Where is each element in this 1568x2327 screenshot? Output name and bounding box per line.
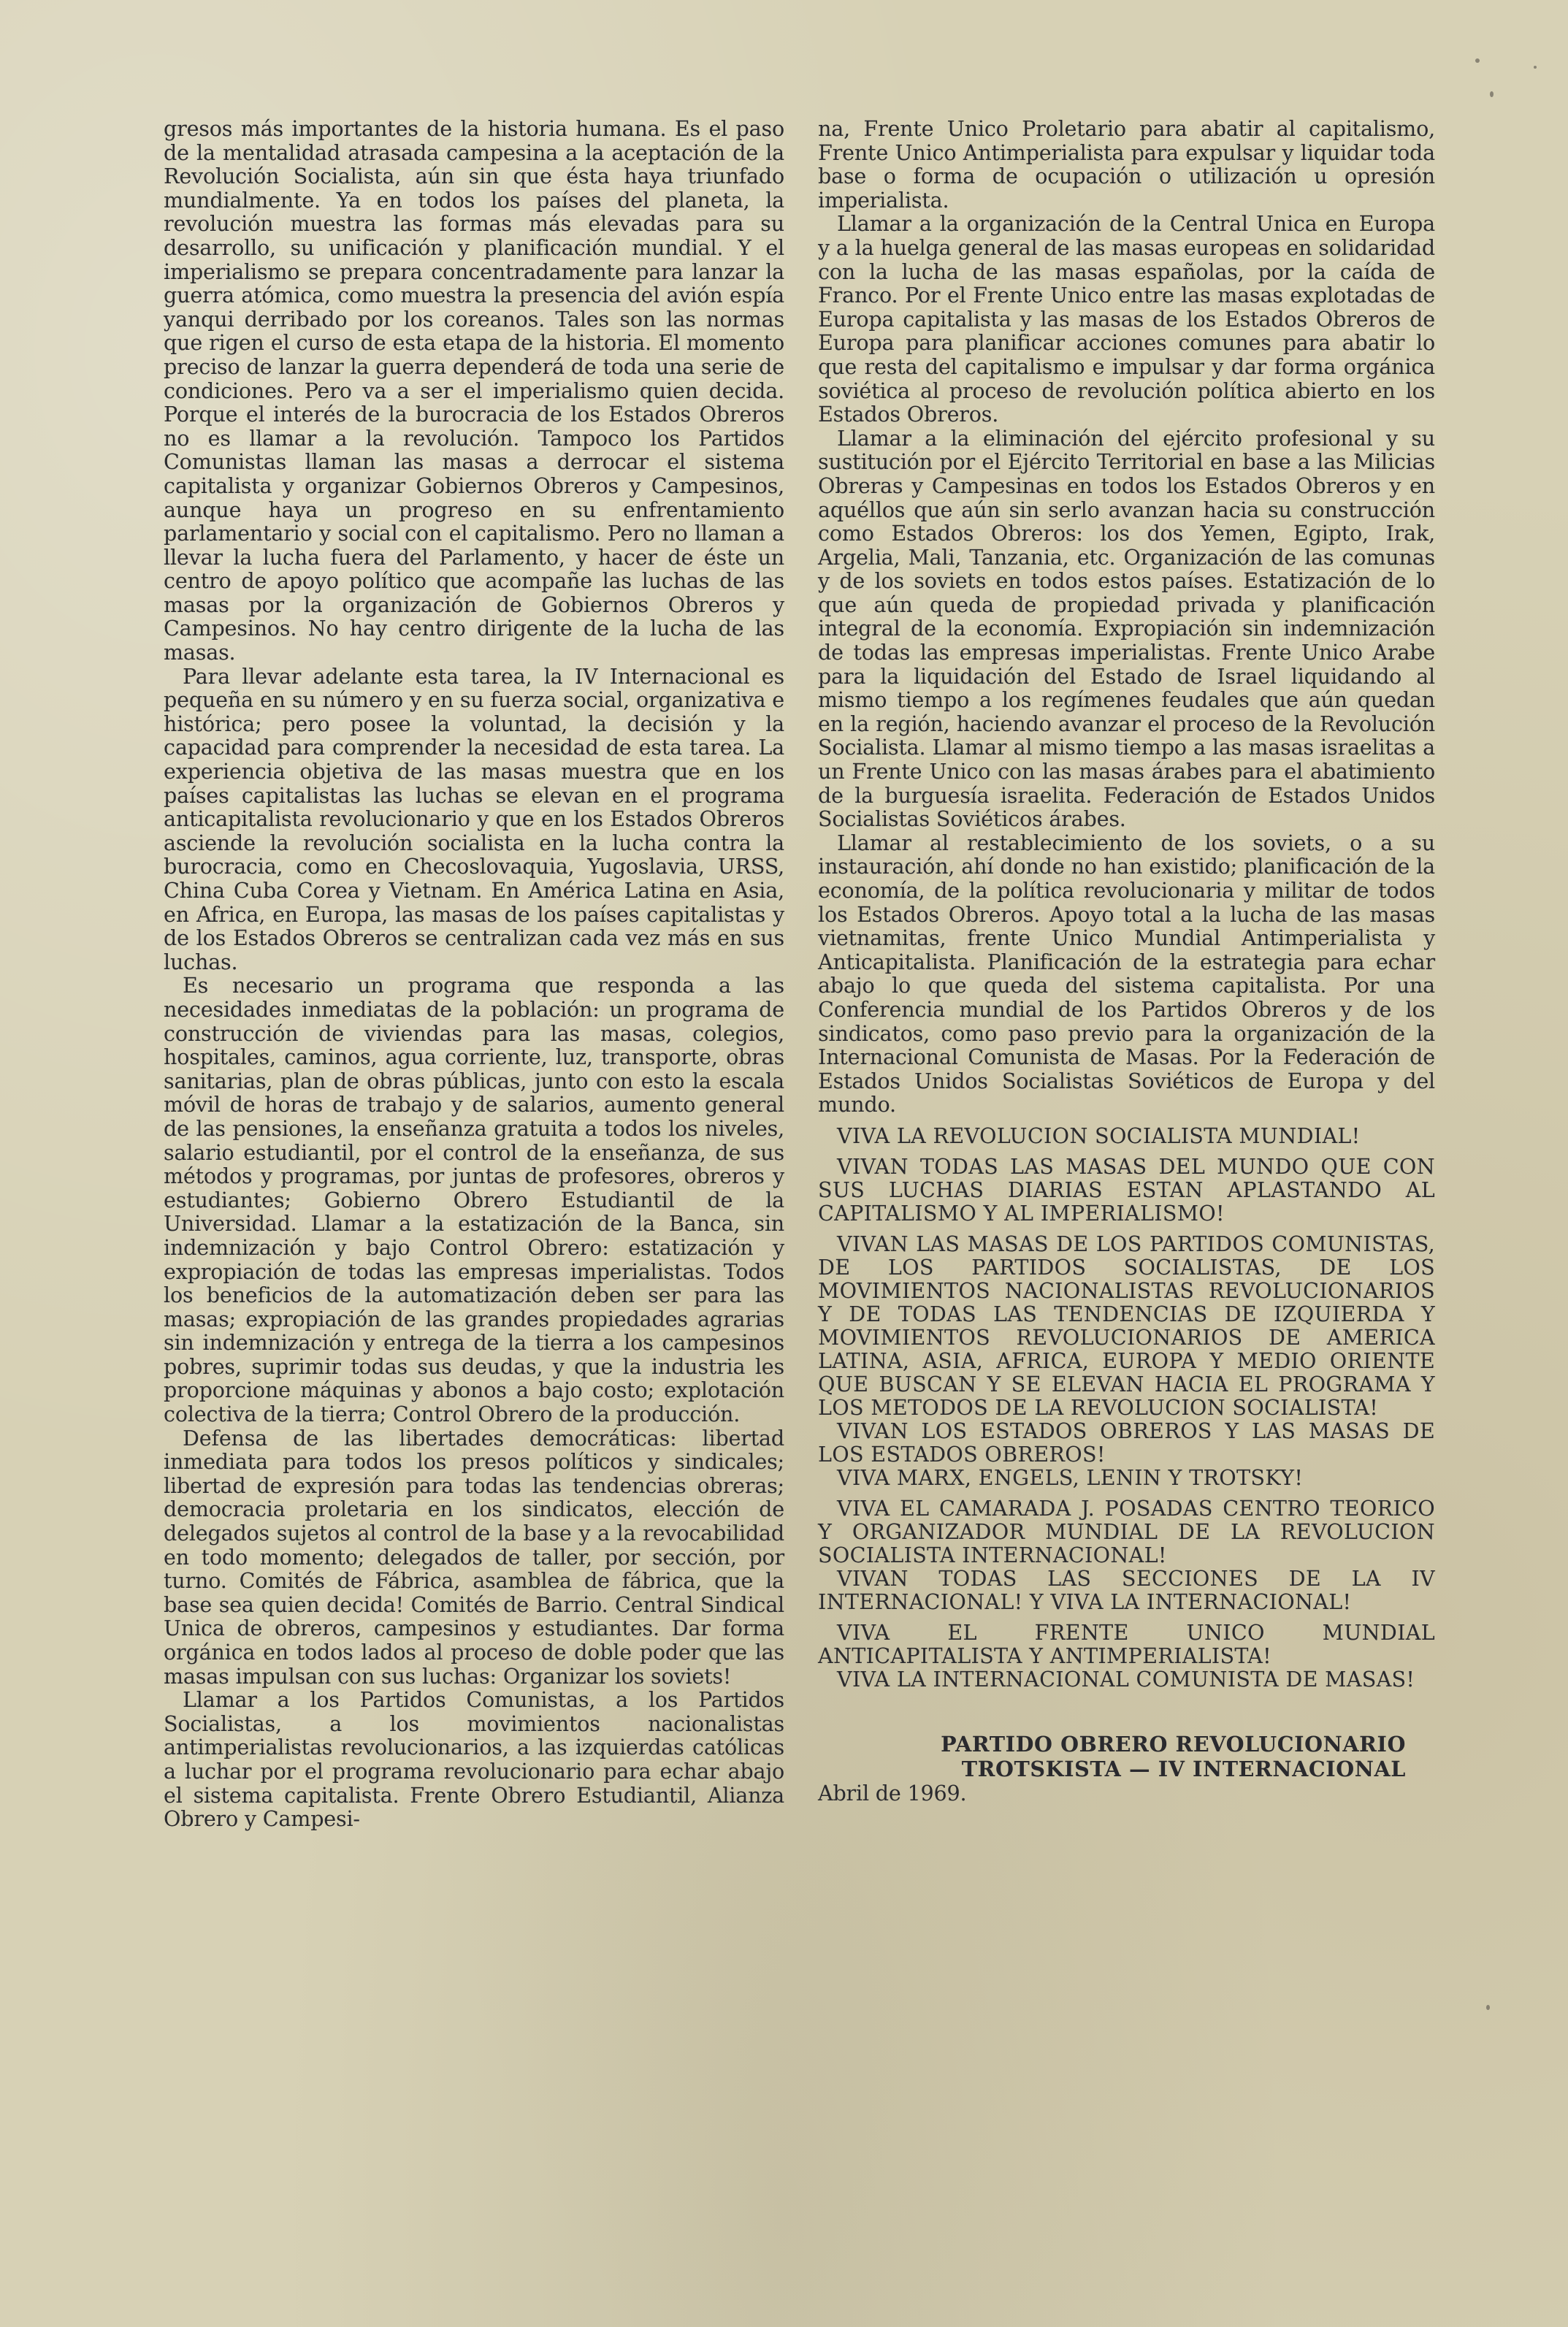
paragraph: na, Frente Unico Proletario para abatir al capitalismo, Frente Unico Antimperialista para expulsar y liquidar toda base o forma de ocupación o utilización u opresión imperialista. — [818, 116, 1435, 213]
slogans-block — [818, 1124, 1435, 1691]
signature-line: TROTSKISTA — IV INTERNACIONAL — [961, 1756, 1406, 1781]
paper-speck — [1534, 66, 1537, 69]
paragraph: Es necesario un programa que responda a las necesidades inmediatas de la población: un programa de construcción de viviendas para las masas, colegios, hospitales, caminos, agua corriente, luz, transporte, obras sanitarias, plan de obras públicas, junto con esto la escala móvil de horas de trabajo y de salarios, aumento general de las pensiones, la enseñanza gratuita a todos los niveles, salario estudiantil, por el control de la enseñanza, de sus métodos y programas, por juntas de profesores, obreros y estudiantes; Gobierno Obrero Estudiantil de la Universidad. Llamar a la estatización de la Banca, sin indemnización y bajo Control Obrero: estatización y expropiación de todas las empresas imperialistas. Todos los beneficios de la automatización deben ser para las masas; expropiación de las grandes propiedades agrarias sin indemnización y entrega de la tierra a los campesinos pobres, suprimir todas sus deudas, y que la industria les proporcione máquinas y abonos a bajo costo; explotación colectiva de la tierra; Control Obrero de la producción. — [164, 973, 784, 1427]
paragraph: Llamar a la eliminación del ejército profesional y su sustitución por el Ejército Territorial en base a las Milicias Obreras y Campesinas en todos los Estados Obreros y en aquéllos que aún sin serlo avanzan hacia su construcción como Estados Obreros: los dos Yemen, Egipto, Irak, Argelia, Mali, Tanzania, etc. Organización de las comunas y de los soviets en todos estos países. Estatización de lo que aún queda de propiedad privada y planificación integral de la economía. Expropiación sin indemnización de todas las empresas imperialistas. Frente Unico Arabe para la liquidación del Estado de Israel liquidando al mismo tiempo a los regímenes feudales que aún quedan en la región, haciendo avanzar el proceso de la Revolución Socialista. Llamar al mismo tiempo a las masas israelitas a un Frente Unico con las masas árabes para el abatimiento de la burguesía israelita. Federación de Estados Unidos Socialistas Soviéticos árabes. — [818, 425, 1435, 832]
slogan: VIVA LA REVOLUCION SOCIALISTA MUNDIAL! — [837, 1123, 1361, 1148]
paragraph: Llamar al restablecimiento de los soviets, o a su instauración, ahí donde no han existido; planificación de la economía, de la política revolucionaria y militar de todos los Estados Obreros. Apoyo total a la lucha de las masas vietnamitas, frente Unico Mundial Antimperialista y Anticapitalista. Planificación de la estrategia para echar abajo lo que queda del sistema capitalista. Por una Conferencia mundial de los Partidos Obreros y de los sindicatos, como paso previo para la organización de la Internacional Comunista de Masas. Por la Federación de Estados Unidos Socialistas Soviéticos de Europa y del mundo. — [818, 830, 1435, 1117]
left-column — [164, 117, 784, 1831]
slogan: VIVAN TODAS LAS MASAS DEL MUNDO QUE CON SUS LUCHAS DIARIAS ESTAN APLASTANDO AL CAPITALISMO Y AL IMPERIALISMO! — [818, 1153, 1435, 1226]
slogan: VIVAN LOS ESTADOS OBREROS Y LAS MASAS DE LOS ESTADOS OBREROS! — [818, 1418, 1435, 1467]
slogan: VIVA EL CAMARADA J. POSADAS CENTRO TEORICO Y ORGANIZADOR MUNDIAL DE LA REVOLUCION SOCIALISTA INTERNACIONAL! — [818, 1495, 1435, 1567]
paragraph: gresos más importantes de la historia humana. Es el paso de la mentalidad atrasada campesina a la aceptación de la Revolución Socialista, aún sin que ésta haya triunfado mundialmente. Ya en todos los países del planeta, la revolución muestra las formas más elevadas para su desarrollo, su unificación y planificación mundial. Y el imperialismo se prepara concentradamente para lanzar la guerra atómica, como muestra la presencia del avión espía yanqui derribado por los coreanos. Tales son las normas que rigen el curso de esta etapa de la historia. El momento preciso de lanzar la guerra dependerá de toda una serie de condiciones. Pero va a ser el imperialismo quien decida. Porque el interés de la burocracia de los Estados Obreros no es llamar a la revolución. Tampoco los Partidos Comunistas llaman las masas a derrocar el sistema capitalista y organizar Gobiernos Obreros y Campesinos, aunque haya un progreso en su enfrentamiento parlamentario y social con el capitalismo. Pero no llaman a llevar la lucha fuera del Parlamento, y hacer de éste un centro de apoyo político que acompañe las luchas de las masas por la organización de Gobiernos Obreros y Campesinos. No hay centro dirigente de la lucha de las masas. — [164, 116, 784, 665]
paper-speck — [1486, 2005, 1490, 2010]
paragraph: Llamar a los Partidos Comunistas, a los Partidos Socialistas, a los movimientos nacionalistas antimperialistas revolucionarios, a las izquierdas católicas a luchar por el programa revolucionario para echar abajo el sistema capitalista. Frente Obrero Estudiantil, Alianza Obrero y Campesi- — [164, 1687, 784, 1832]
paragraph: Defensa de las libertades democráticas: libertad inmediata para todos los presos políticos y sindicales; libertad de expresión para todas las tendencias obreras; democracia proletaria en los sindicatos, elección de delegados sujetos al control de la base y a la revocabilidad en todo momento; delegados de taller, por sección, por turno. Comités de Fábrica, asamblea de fábrica, que la base sea quien decida! Comités de Barrio. Central Sindical Unica de obreros, campesinos y estudiantes. Dar forma orgánica en todos lados al proceso de doble poder que las masas impulsan con sus luchas: Organizar los soviets! — [164, 1425, 784, 1689]
slogan: VIVA EL FRENTE UNICO MUNDIAL ANTICAPITALISTA Y ANTIMPERIALISTA! — [818, 1619, 1435, 1668]
signature — [818, 1732, 1435, 1781]
slogan: VIVAN LAS MASAS DE LOS PARTIDOS COMUNISTAS, DE LOS PARTIDOS SOCIALISTAS, DE LOS MOVIMIENTOS NACIONALISTAS REVOLUCIONARIOS Y DE TODAS LAS TENDENCIAS DE IZQUIERDA Y MOVIMIENTOS REVOLUCIONARIOS DE AMERICA LATINA, ASIA, AFRICA, EUROPA Y MEDIO ORIENTE QUE BUSCAN Y SE ELEVAN HACIA EL PROGRAMA Y LOS METODOS DE LA REVOLUCION SOCIALISTA! — [818, 1231, 1435, 1420]
date: Abril de 1969. — [818, 1780, 967, 1806]
slogan: VIVA MARX, ENGELS, LENIN Y TROTSKY! — [837, 1464, 1304, 1490]
paper-speck — [1490, 91, 1494, 97]
slogan: VIVA LA INTERNACIONAL COMUNISTA DE MASAS! — [837, 1666, 1415, 1692]
signature-line: PARTIDO OBRERO REVOLUCIONARIO — [941, 1731, 1406, 1757]
paragraph: Para llevar adelante esta tarea, la IV Internacional es pequeña en su número y en su fuerza social, organizativa e histórica; pero posee la voluntad, la decisión y la capacidad para comprender la necesidad de esta tarea. La experiencia objetiva de las masas muestra que en los países capitalistas las luchas se elevan en el programa anticapitalista revolucionario y que en los Estados Obreros asciende la revolución socialista en la lucha contra la burocracia, como en Checoslovaquia, Yugoslavia, URSS, China Cuba Corea y Vietnam. En América Latina en Asia, en Africa, en Europa, las masas de los países capitalistas y de los Estados Obreros se centralizan cada vez más en sus luchas. — [164, 663, 784, 974]
slogan: VIVAN TODAS LAS SECCIONES DE LA IV INTERNACIONAL! Y VIVA LA INTERNACIONAL! — [818, 1565, 1435, 1614]
paper-speck — [1475, 58, 1480, 63]
paragraph: Llamar a la organización de la Central Unica en Europa y a la huelga general de las masas europeas en solidaridad con la lucha de las masas españolas, por la caída de Franco. Por el Frente Unico entre las masas explotadas de Europa capitalista y las masas de los Estados Obreros de Europa para planificar acciones comunes para abatir lo que resta del capitalismo e impulsar y dar forma orgánica soviética al proceso de revolución política abierto en los Estados Obreros. — [818, 211, 1435, 427]
right-column — [818, 117, 1435, 1806]
